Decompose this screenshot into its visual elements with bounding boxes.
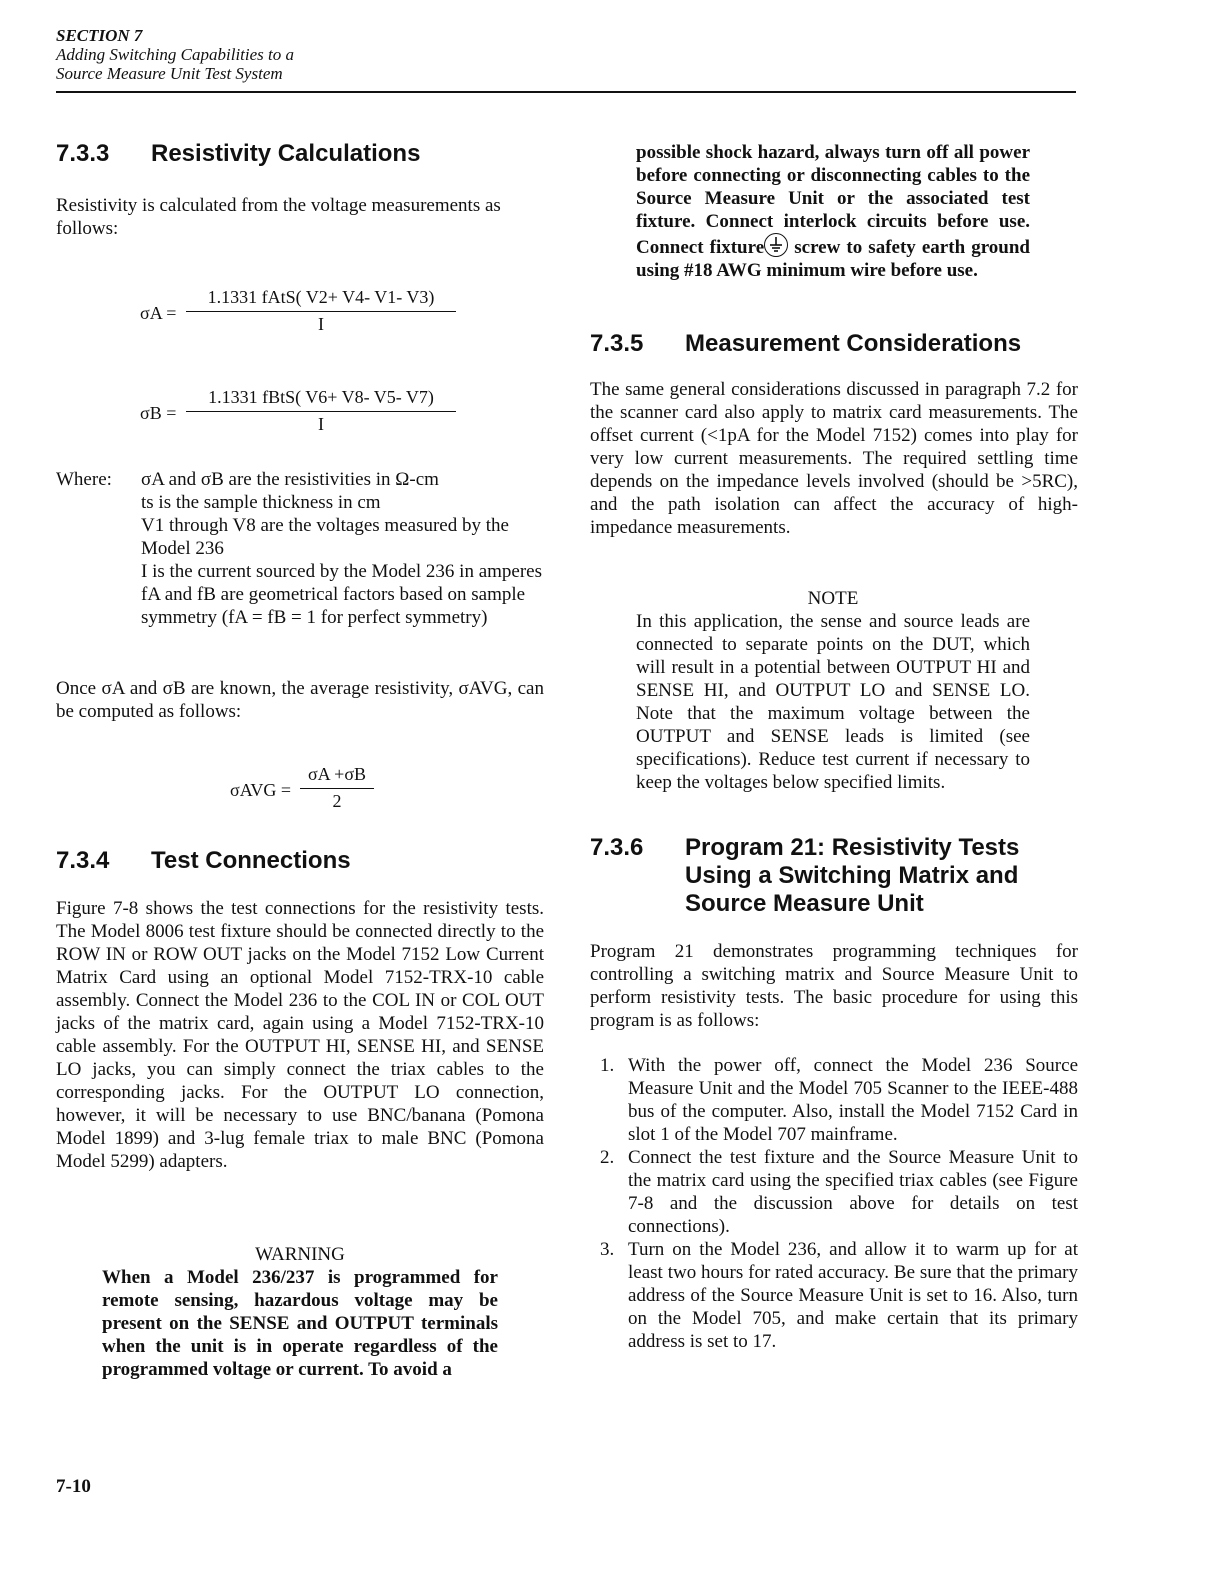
equation-sigma-avg	[56, 763, 544, 819]
list-text: Turn on the Model 236, and allow it to warm up for at least two hours for rated accuracy. Be sure that the primary address of the Source Measure Unit is set to 16. Also, turn on the Model 705, and make certain that its primary address is set to 17.	[628, 1239, 1078, 1352]
list-item	[590, 1146, 1078, 1238]
eq-a-numerator: 1.1331 fAtS( V2+ V4- V1- V3)	[186, 286, 456, 312]
procedure-list	[590, 1054, 1078, 1353]
eq-a-lhs: σA =	[140, 303, 177, 323]
eq-avg-numerator: σA +σB	[300, 763, 374, 789]
where-item: V1 through V8 are the voltages measured by the Model 236	[141, 515, 509, 559]
warning-continued-text-2: screw to safety earth ground using #18 AWG minimum wire before use.	[636, 237, 1031, 281]
eq-b-numerator: 1.1331 fBtS( V6+ V8- V5- V7)	[186, 386, 456, 412]
note-block	[590, 587, 1078, 794]
list-item	[590, 1238, 1078, 1353]
heading-title: Test Connections	[151, 847, 351, 874]
where-item: ts is the sample thickness in cm	[141, 492, 381, 513]
heading-number: 7.3.3	[56, 140, 110, 167]
header-line-1: Adding Switching Capabilities to a	[56, 45, 294, 64]
header-rule	[56, 91, 1076, 93]
program-intro: Program 21 demonstrates programming techniques for controlling a switching matrix and Source Measure Unit to perform resistivity tests. The basic procedure for using this program is as follows:	[590, 941, 1078, 1031]
section-label: SECTION 7	[56, 26, 143, 45]
heading-title: Resistivity Calculations	[151, 140, 421, 167]
header-line-2: Source Measure Unit Test System	[56, 64, 283, 83]
heading-number: 7.3.4	[56, 847, 110, 874]
running-header	[56, 26, 1076, 83]
list-number: 1.	[600, 1055, 615, 1076]
page-number: 7-10	[56, 1476, 91, 1497]
resistivity-intro: Resistivity is calculated from the voltage measurements as follows:	[56, 195, 501, 239]
list-number: 3.	[600, 1239, 615, 1260]
test-connections-body: Figure 7-8 shows the test connections for the resistivity tests. The Model 8006 test fixture should be connected directly to the ROW IN or ROW OUT jacks on the Model 7152 Low Current Matrix Card using an optional Model 7152-TRX-10 cable assembly. Connect the Model 236 to the COL IN or COL OUT jacks of the matrix card, again using a Model 7152-TRX-10 cable assembly. For the OUTPUT HI, SENSE HI, and SENSE LO jacks, you can simply connect the triax cables to the corresponding jacks. For the OUTPUT LO connection, however, it will be necessary to use BNC/banana (Pomona Model 1899) and 3-lug female triax to male BNC (Pomona Model 5299) adapters.	[56, 898, 544, 1172]
warning-continued-text: possible shock hazard, always turn off all power before connecting or disconnecting cables to the Source Measure Unit or the associated test fixture. Connect interlock circuits before use. Connect fixture	[636, 142, 1030, 258]
where-block	[56, 468, 544, 629]
ground-symbol-icon	[764, 233, 788, 257]
eq-avg-lhs: σAVG =	[230, 780, 292, 800]
where-item: fA and fB are geometrical factors based on sample symmetry (fA = fB = 1 for perfect symmetry)	[141, 584, 526, 628]
list-item	[590, 1054, 1078, 1146]
left-column	[56, 140, 544, 1381]
note-text: In this application, the sense and source leads are connected to separate points on the DUT, which will result in a potential between OUTPUT HI and SENSE HI, and OUTPUT LO and SENSE LO. Note that the maximum voltage between the OUTPUT and SENSE leads is limited (see specifications). Reduce test current if necessary to keep the voltages below specified limits.	[636, 611, 1030, 793]
where-label: Where:	[56, 469, 112, 490]
eq-b-lhs: σB =	[140, 403, 177, 423]
eq-b-denominator: I	[318, 414, 324, 434]
heading-7-3-3	[56, 140, 544, 168]
heading-number: 7.3.5	[590, 330, 644, 357]
warning-continued	[590, 141, 1078, 282]
right-column	[590, 140, 1078, 1353]
heading-title: Program 21: Resistivity Tests Using a Switching Matrix and Source Measure Unit	[685, 834, 1020, 917]
average-intro: Once σA and σB are known, the average resistivity, σAVG, can be computed as follows:	[56, 678, 544, 722]
warning-title: WARNING	[255, 1244, 345, 1265]
warning-text: When a Model 236/237 is programmed for remote sensing, hazardous voltage may be present on the SENSE and OUTPUT terminals when the unit is in operate regardless of the programmed voltage or current. To avoid a	[102, 1267, 498, 1380]
equation-sigma-b	[56, 386, 544, 446]
heading-title: Measurement Considerations	[685, 330, 1022, 357]
list-number: 2.	[600, 1147, 615, 1168]
heading-7-3-6	[590, 834, 1078, 918]
where-item: σA and σB are the resistivities in Ω-cm	[141, 469, 439, 490]
where-item: I is the current sourced by the Model 236 in amperes	[141, 561, 542, 582]
eq-a-denominator: I	[318, 314, 324, 334]
equation-sigma-a	[56, 286, 544, 346]
heading-7-3-5	[590, 330, 1078, 358]
warning-block	[56, 1243, 544, 1381]
heading-number: 7.3.6	[590, 834, 644, 861]
eq-avg-denominator: 2	[332, 791, 342, 811]
measurement-body: The same general considerations discussed in paragraph 7.2 for the scanner card also apply to matrix card measurements. The offset current (<1pA for the Model 7152) comes into play for very low current measurements. The required settling time depends on the impedance levels involved (should be >5RC), and the path isolation can affect the accuracy of high-impedance measurements.	[590, 379, 1078, 538]
list-text: With the power off, connect the Model 236 Source Measure Unit and the Model 705 Scanner to the IEEE-488 bus of the computer. Also, install the Model 7152 Card in slot 1 of the Model 707 mainframe.	[628, 1055, 1078, 1145]
heading-7-3-4	[56, 847, 544, 875]
note-title: NOTE	[807, 588, 859, 609]
list-text: Connect the test fixture and the Source Measure Unit to the matrix card using the specified triax cables (see Figure 7-8 and the discussion above for details on test connections).	[628, 1147, 1078, 1237]
